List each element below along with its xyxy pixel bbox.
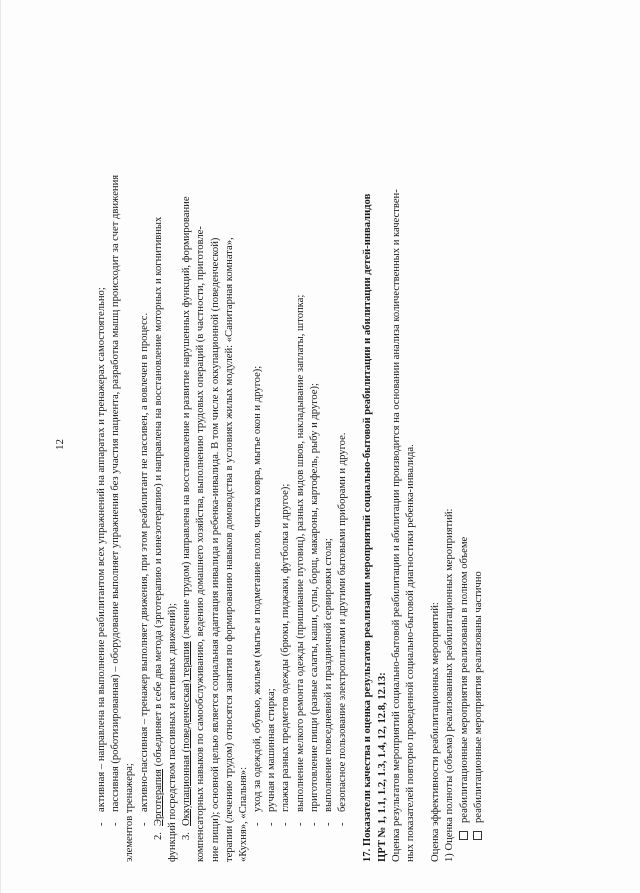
list-item: -приготовление пищи (разные салаты, каши, супы, борщ, макароны, картофель, рыбу и другое); [308, 383, 320, 826]
text-line: Оценка эффективности реабилитационных мероприятий: [430, 602, 442, 862]
list-item: -выполнение повседневной и праздничной сервировки стола; [323, 538, 334, 826]
numbered-item-3: 3.Оккупационная (поведенческая) терапия (лечение трудом) направлена на восстановление и развитие нарушенных функций, формирование [181, 196, 193, 840]
text-line: компенсаторных навыков по самообслуживанию, ведению домашнего хозяйства, выполнению трудовых операций (в частности, приготовле- [195, 226, 207, 862]
list-item: -пассивная (роботизированная) – оборудование выполняет упражнения без участия пациента, разработка мышц происходит за счет движения [110, 174, 122, 826]
checkbox-icon [473, 831, 482, 840]
list-item: -глажка разных предметов одежды (брюки, пиджаки, футболка и другое); [280, 483, 292, 826]
section-heading-continued: ЦРТ № 1, 1.1, 1.2, 1.3, 1.4, 12, 12.8, 12.13: [376, 672, 388, 862]
page-number: 12 [54, 439, 66, 450]
numbered-item-2: 2.Эрготерапия (объединяет в себе два метода (эрготерапию и кинезотерапию) и направлена на восстановление моторных и когнитивных [152, 216, 164, 840]
text-line: функций посредством пассивных и активных движений); [166, 603, 178, 862]
list-item: -выполнение мелкого ремонта одежды (пришивание пуговиц), разных видов швов, накладывание заплаты, штопка; [294, 294, 306, 826]
list-item: -безопасное пользование электроплитами и другими бытовыми приборами и другое. [337, 432, 349, 826]
list-item: -активная – направлена на выполнение реабилитантом всех упражнений на аппаратах и тренажерах самостоятельно; [96, 287, 107, 826]
list-item: -уход за одеждой, обувью, жильем (мытье и подметание полов, чистка ковра, мытье окон и другое); [252, 365, 264, 826]
text-line: ных показателей повторно проведенной социально-бытовой диагностики ребенка-инвалида. [404, 444, 416, 862]
text-line: терапии (лечению трудом) относятся занятия по формированию навыков домоводства в условиях жилых модулей: «Санитарная комната», [223, 237, 235, 862]
text-line: ние пищи); основной целью является социальная адаптация инвалида и ребенка-инвалида. В том числе к оккупационной (поведенческой) [209, 237, 221, 862]
term-underlined: Оккупационная (поведенческая) терапия [181, 641, 193, 826]
checkbox-item: реабилитационные мероприятия реализованы частично [472, 27, 486, 862]
text-line: элементов тренажера; [124, 763, 136, 862]
list-item: -ручная и машинная стирка; [266, 688, 278, 826]
term-underlined: Эрготерапия [152, 769, 164, 826]
section-heading: 17. Показатели качества и оценка результатов реализации мероприятий социально-бытовой реабилитации и абилитации детей-инвалидов [362, 193, 374, 862]
rotated-page-content [53, 27, 484, 862]
checkbox-item: реабилитационные мероприятия реализованы в полном объеме [458, 27, 472, 862]
numbered-item-1: 1) Оценка полноты (объема) реализованных реабилитационных мероприятий: [444, 508, 456, 862]
checkbox-icon [459, 831, 468, 840]
text-line: «Кухня», «Спальня»: [237, 766, 249, 862]
list-item: -активно-пассивная – тренажер выполняет движения, при этом реабилитант не пассивен, а вовлечен в процесс. [138, 312, 150, 826]
text-line: Оценка результатов мероприятий социально-бытовой реабилитации и абилитации производится на основании анализа количественных и качествен- [390, 189, 402, 862]
page-body [95, 27, 486, 862]
